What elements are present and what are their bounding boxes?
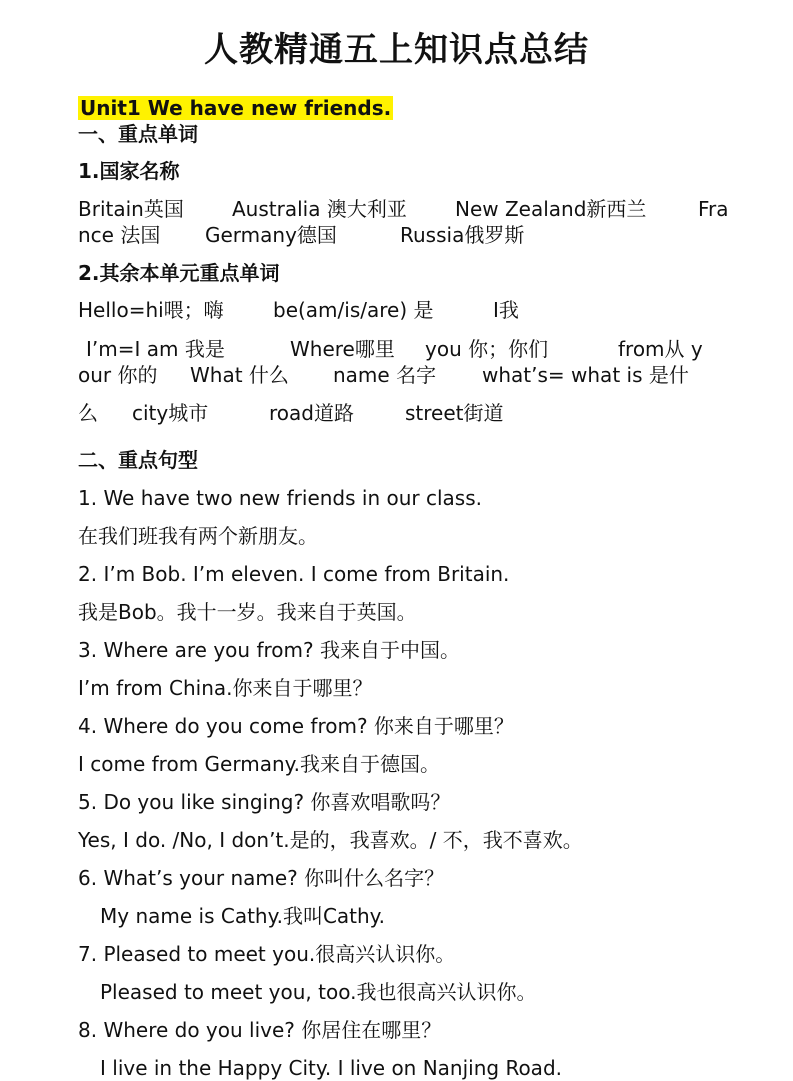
vocab-item: I我 [493,298,519,322]
subheading-countries: 1.国家名称 [78,159,180,183]
sentence-line: 4. Where do you come from? 你来自于哪里？ [78,714,514,738]
document-title: 人教精通五上知识点总结 [204,30,589,70]
sentence-line: I come from Germany.我来自于德国。 [78,752,440,776]
sentence-line: 在我们班我有两个新朋友。 [78,524,318,548]
vocab-item: Hello=hi喂；嗨 [78,298,224,322]
vocab-item: New Zealand新西兰 [455,197,647,221]
vocab-item: Britain英国 [78,197,184,221]
sentence-line: Pleased to meet you, too.我也很高兴认识你。 [100,980,537,1004]
sentence-line: 我是Bob。我十一岁。我来自于英国。 [78,600,417,624]
sentence-line: 3. Where are you from? 我来自于中国。 [78,638,460,662]
vocab-item: nce 法国 [78,223,161,247]
vocab-item: What 什么 [190,363,289,387]
unit-heading [78,95,393,121]
sentence-line: 1. We have two new friends in our class. [78,486,482,510]
sentence-line: 5. Do you like singing? 你喜欢唱歌吗？ [78,790,451,814]
vocab-item: Russia俄罗斯 [400,223,525,247]
vocab-item: Australia 澳大利亚 [232,197,407,221]
sentence-line: 8. Where do you live? 你居住在哪里？ [78,1018,442,1042]
vocab-item: our 你的 [78,363,158,387]
unit-title: Unit1 We have new friends. [80,96,392,120]
vocab-item: what’s= what is 是什 [482,363,689,387]
sentence-line: 2. I’m Bob. I’m eleven. I come from Britain. [78,562,510,586]
vocab-item: Germany德国 [205,223,337,247]
section-heading-vocab: 一、重点单词 [78,122,198,146]
vocab-item: road道路 [269,401,354,425]
vocab-item: be(am/is/are) 是 [273,298,434,322]
vocab-item: street街道 [405,401,504,425]
vocab-item: Fra [698,197,729,221]
sentence-line: 6. What’s your name? 你叫什么名字？ [78,866,445,890]
vocab-item: name 名字 [333,363,437,387]
subheading-other-words: 2.其余本单元重点单词 [78,261,280,285]
sentence-line: Yes, I do. /No, I don’t.是的，我喜欢。/ 不，我不喜欢。 [78,828,583,852]
section-heading-sentences: 二、重点句型 [78,448,198,472]
vocab-item: I’m=I am 我是 [86,337,225,361]
vocab-item: 么 [78,401,98,425]
vocab-item: city城市 [132,401,209,425]
vocab-item: Where哪里 [290,337,395,361]
sentence-line: My name is Cathy.我叫Cathy. [100,904,386,928]
sentence-line: 7. Pleased to meet you.很高兴认识你。 [78,942,456,966]
sentence-line: I live in the Happy City. I live on Nanjing Road. [100,1056,562,1080]
vocab-item: from从 y [618,337,703,361]
vocab-item: you 你；你们 [425,337,549,361]
sentence-line: I’m from China.你来自于哪里？ [78,676,373,700]
